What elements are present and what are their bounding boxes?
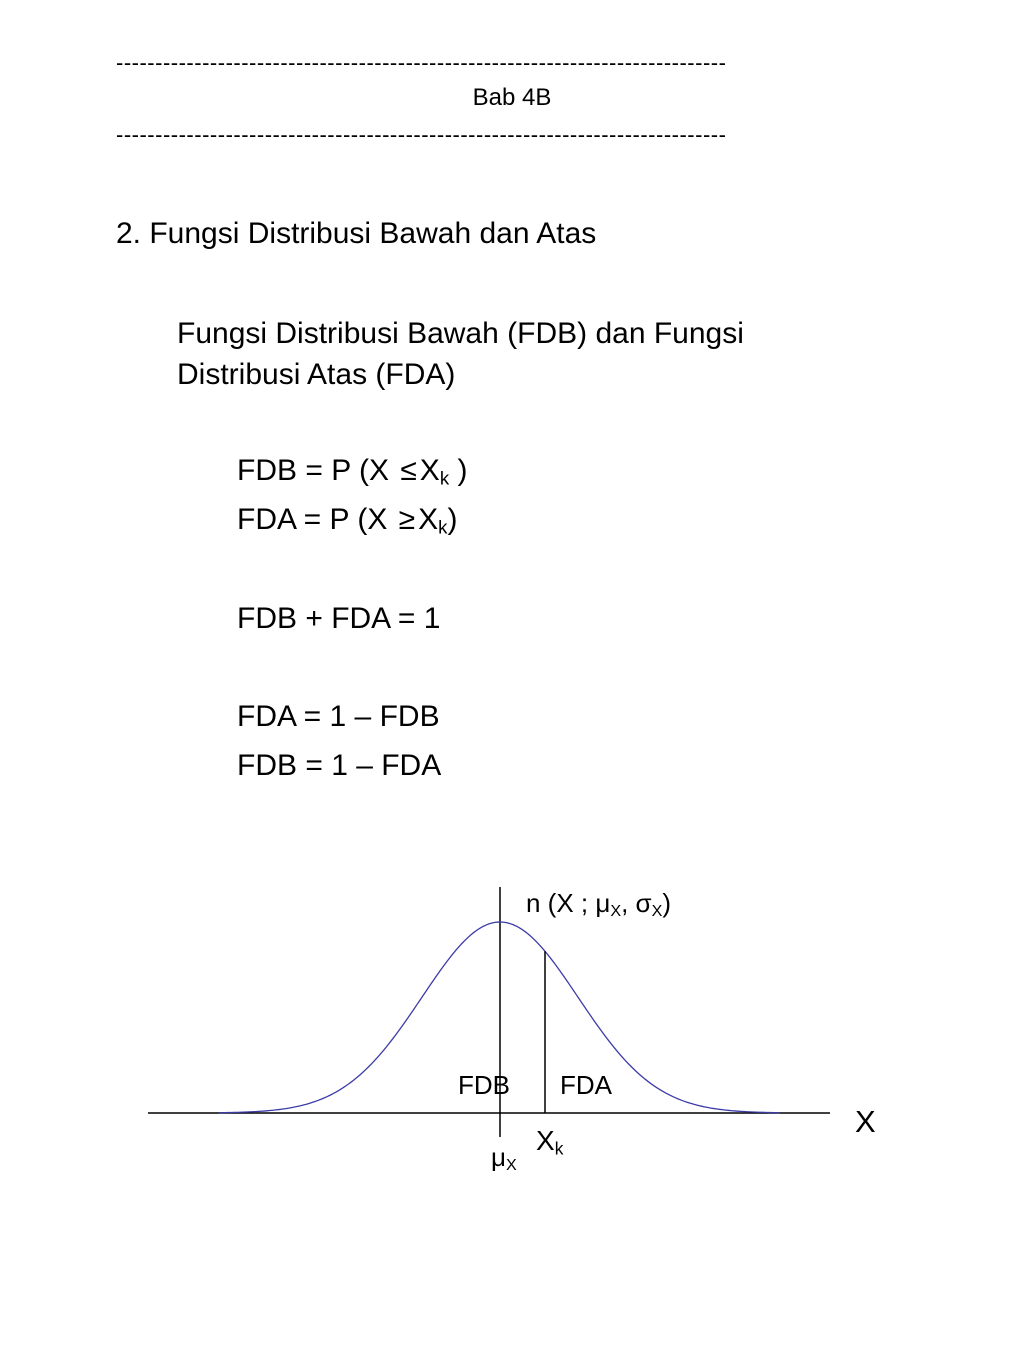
x-axis-label: X — [855, 1104, 876, 1139]
xk-tick-label — [536, 1125, 564, 1159]
chapter-title: Bab 4B — [472, 84, 552, 111]
mu-x-symbol: μ — [491, 1142, 506, 1172]
formula-fda-var: X — [418, 503, 439, 536]
header-dashes-top: ------------------------------------------------------------------------------ — [116, 50, 727, 75]
curve-label — [526, 888, 672, 921]
mu-x-tick-label — [491, 1142, 517, 1175]
mu-symbol: μ — [595, 888, 611, 918]
fdb-region-label: FDB — [458, 1070, 510, 1100]
sigma-subscript: X — [651, 902, 663, 921]
header-dashes-bottom: ------------------------------------------------------------------------------ — [116, 122, 727, 147]
formula-fda-sub: k — [438, 516, 448, 538]
section-title: 2. Fungsi Distribusi Bawah dan Atas — [116, 217, 597, 250]
curve-label-prefix: n (X ; — [526, 888, 596, 918]
formula-fdb-sub: k — [439, 467, 450, 489]
greater-equal-symbol: ≥ — [398, 503, 416, 536]
xk-subscript: k — [554, 1138, 564, 1159]
curve-label-comma: , — [621, 888, 636, 918]
curve-label-suffix: ) — [662, 888, 672, 918]
less-equal-symbol: ≤ — [400, 454, 417, 487]
xk-symbol: X — [536, 1125, 555, 1156]
formula-fda-equation: FDA = 1 – FDB — [237, 700, 440, 733]
intro-line-2: Distribusi Atas (FDA) — [177, 358, 456, 391]
formula-sum: FDB + FDA = 1 — [237, 602, 441, 635]
intro-line-1: Fungsi Distribusi Bawah (FDB) dan Fungsi — [177, 317, 744, 350]
formula-fdb-tail: ) — [449, 454, 468, 487]
mu-subscript: X — [610, 902, 622, 921]
formula-fda-tail: ) — [447, 503, 458, 536]
sigma-symbol: σ — [635, 888, 652, 918]
formula-fda-lhs: FDA = P (X — [237, 503, 396, 536]
formula-fdb-lhs: FDB = P (X — [237, 454, 398, 487]
fda-region-label: FDA — [560, 1070, 612, 1100]
mu-x-subscript: X — [505, 1156, 517, 1175]
formula-fdb-var: X — [419, 454, 440, 487]
formula-fdb-equation: FDB = 1 – FDA — [237, 749, 442, 782]
